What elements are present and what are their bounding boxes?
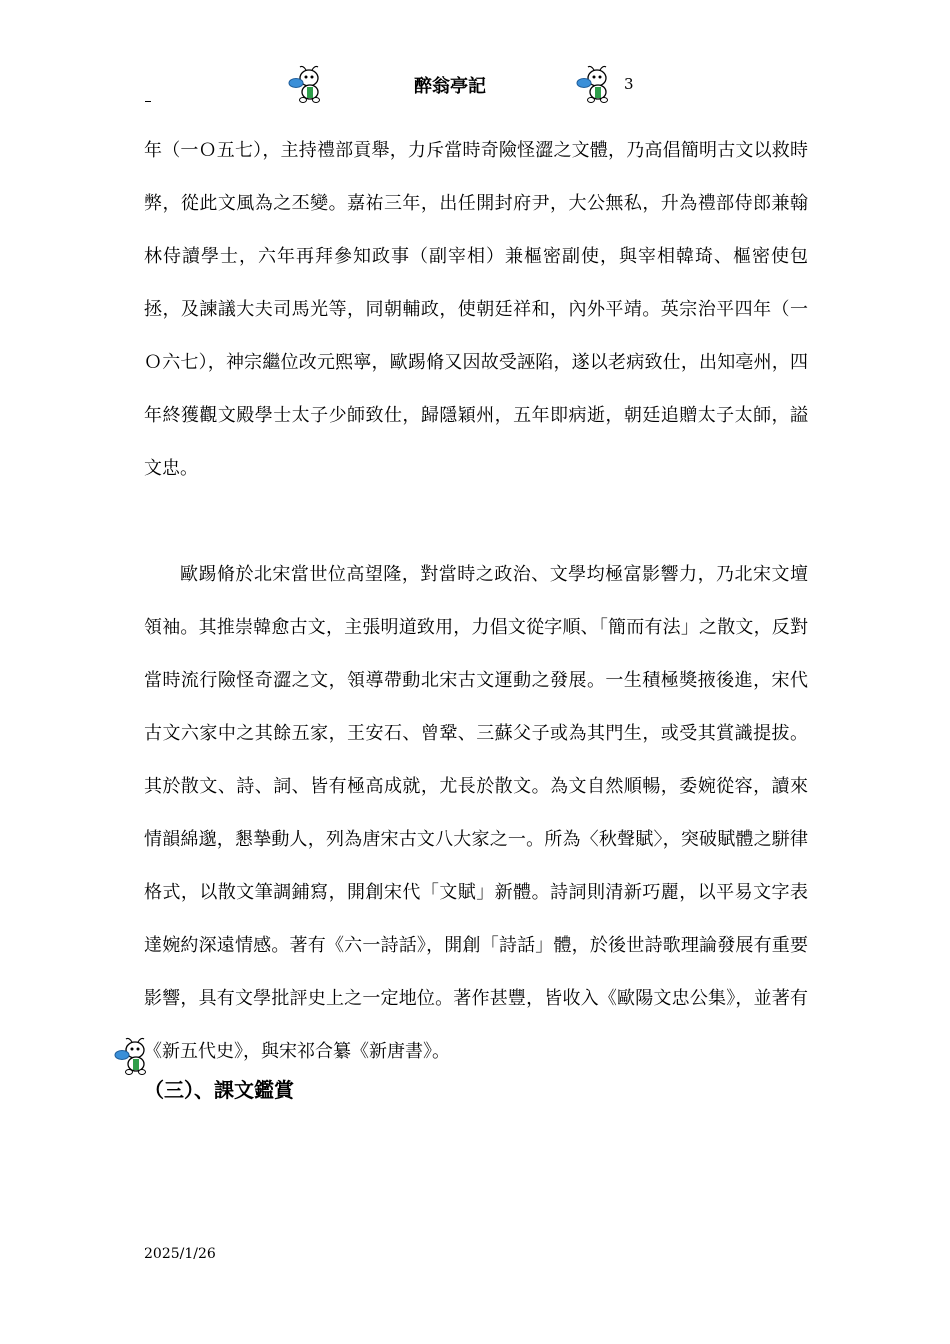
page-number: 3 <box>624 75 634 93</box>
page-header <box>0 64 950 108</box>
header-rule-mark <box>145 101 151 102</box>
paragraph-influence: 歐踢脩於北宋當世位高望隆，對當時之政治、文學均極富影響力，乃北宋文壇領袖。其推崇韓愈古文，主張明道致用，力倡文從字順、「簡而有法」之散文，反對當時流行險怪奇澀之文，領導帶動北宋古文運動之發展。一生積極獎掖後進，宋代古文六家中之其餘五家，王安石、曾鞏、三蘇父子或為其門生，或受其賞識提拔。其於散文、詩、詞、皆有極高成就，尤長於散文。為文自然順暢，委婉從容，讀來情韻綿邈，懇摯動人，列為唐宋古文八大家之一。所為〈秋聲賦〉，突破賦體之駢律格式，以散文筆調鋪寫，開創宋代「文賦」新體。詩詞則清新巧麗，以平易文字表達婉約深遠情感。著有《六一詩話》，開創「詩話」體，於後世詩歌理論發展有重要影響，具有文學批評史上之一定地位。著作甚豐，皆收入《歐陽文忠公集》，並著有《新五代史》，與宋祁合纂《新唐書》。 <box>144 564 808 1062</box>
footer-date: 2025/1/26 <box>144 1246 216 1262</box>
ant-mascot-icon <box>576 64 616 104</box>
ant-mascot-icon <box>288 64 328 104</box>
paragraph-biography: 年（一Ｏ五七），主持禮部貢舉，力斥當時奇險怪澀之文體，乃高倡簡明古文以救時弊，從此文風為之丕變。嘉祐三年，出任開封府尹，大公無私，升為禮部侍郎兼翰林侍讀學士，六年再拜參知政事（副宰相）兼樞密副使，與宰相韓琦、樞密使包拯，及諫議大夫司馬光等，同朝輔政，使朝廷祥和，內外平靖。英宗治平四年（一Ｏ六七），神宗繼位改元熙寧，歐踢脩又因故受誣陷，遂以老病致仕，出知亳州，四年終獲觀文殿學士太子少師致仕，歸隱穎州，五年即病逝，朝廷追贈太子太師，謚文忠。 <box>144 140 808 479</box>
body-text <box>144 124 808 1078</box>
section-heading: （三）、課文鑑賞 <box>144 1078 294 1102</box>
page-title: 醉翁亭記 <box>414 76 486 97</box>
ant-mascot-icon <box>114 1036 154 1076</box>
